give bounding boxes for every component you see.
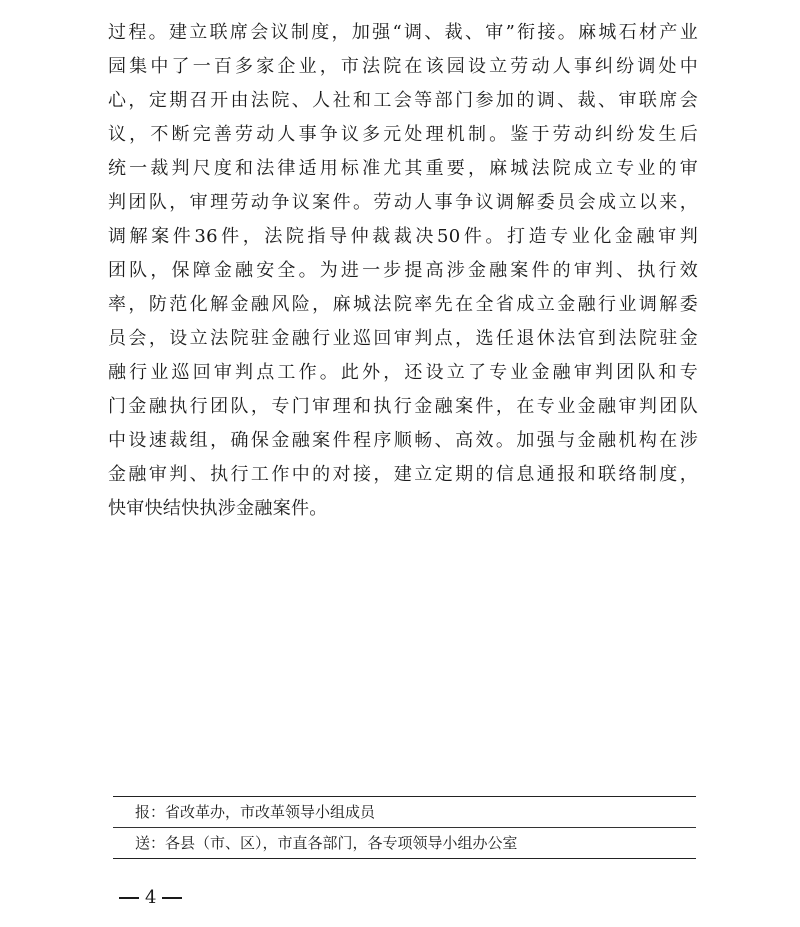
paragraph-line: 调解案件36件，法院指导仲裁裁决50件。打造专业化金融审判 [108, 226, 698, 247]
page-number-left-dash [119, 897, 139, 899]
body-paragraph [108, 16, 698, 526]
paragraph-line: 率，防范化解金融风险，麻城法院率先在全省成立金融行业调解委 [108, 294, 698, 315]
page-number-right-dash [162, 897, 182, 899]
paragraph-line: 统一裁判尺度和法律适用标准尤其重要，麻城法院成立专业的审 [108, 158, 698, 179]
paragraph-line: 判团队，审理劳动争议案件。劳动人事争议调解委员会成立以来， [108, 192, 698, 213]
paragraph-line: 团队，保障金融安全。为进一步提高涉金融案件的审判、执行效 [108, 260, 698, 281]
paragraph-line: 中设速裁组，确保金融案件程序顺畅、高效。加强与金融机构在涉 [108, 430, 698, 451]
distribution-bottom-rule [113, 858, 696, 859]
distribution-block [113, 796, 696, 859]
paragraph-line: 门金融执行团队，专门审理和执行金融案件，在专业金融审判团队 [108, 396, 698, 417]
paragraph-line: 心，定期召开由法院、人社和工会等部门参加的调、裁、审联席会 [108, 90, 698, 111]
page-number [113, 886, 188, 910]
paragraph-line: 过程。建立联席会议制度，加强“调、裁、审”衔接。麻城石材产业 [108, 22, 698, 43]
send-to-line: 送：各县（市、区），市直各部门，各专项领导小组办公室 [135, 834, 518, 852]
paragraph-line: 员会，设立法院驻金融行业巡回审判点，选任退休法官到法院驻金 [108, 328, 698, 349]
page-number-value: 4 [145, 887, 157, 908]
paragraph-line: 园集中了一百多家企业，市法院在该园设立劳动人事纠纷调处中 [108, 56, 698, 77]
paragraph-line: 融行业巡回审判点工作。此外，还设立了专业金融审判团队和专 [108, 362, 698, 383]
report-to-line: 报：省改革办，市改革领导小组成员 [135, 803, 376, 821]
paragraph-line: 议，不断完善劳动人事争议多元处理机制。鉴于劳动纠纷发生后 [108, 124, 698, 145]
paragraph-line: 快审快结快执涉金融案件。 [108, 498, 328, 519]
paragraph-line: 金融审判、执行工作中的对接，建立定期的信息通报和联络制度， [108, 464, 698, 485]
